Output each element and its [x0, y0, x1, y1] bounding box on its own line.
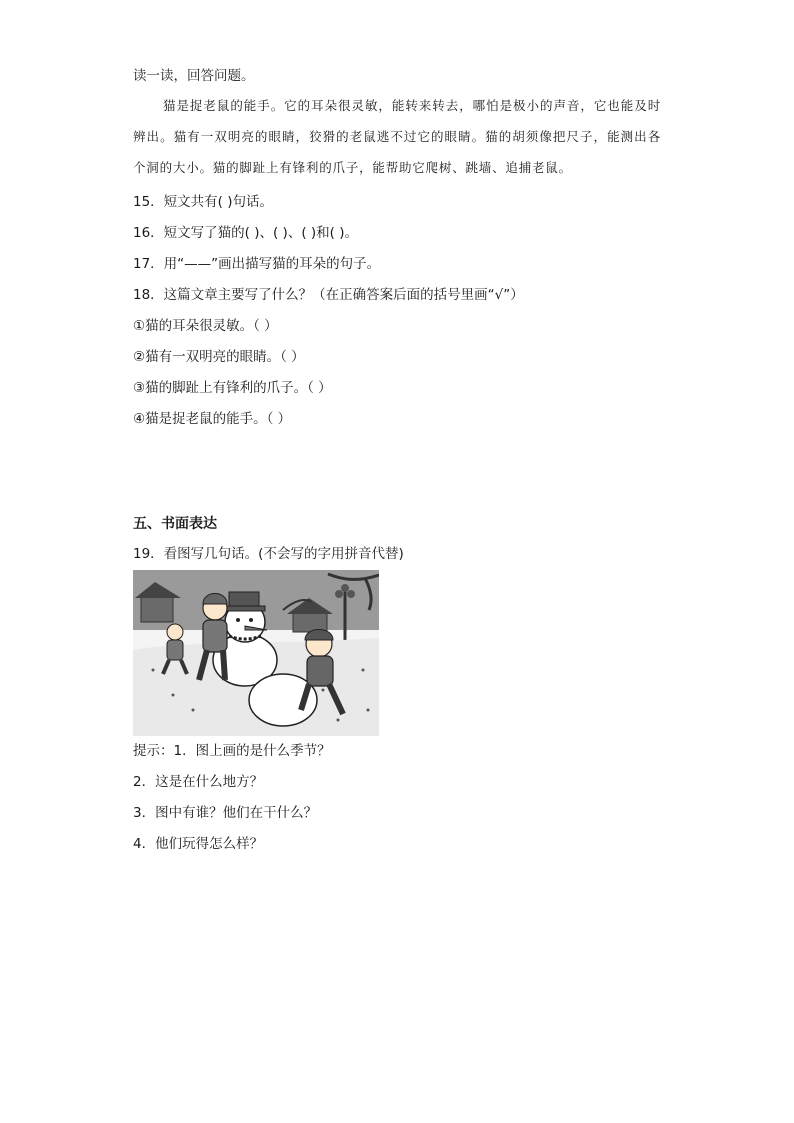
reading-instruction: 读一读，回答问题。 [133, 68, 255, 84]
option-3: ③猫的脚趾上有锋利的爪子。（ ） [133, 380, 332, 396]
passage-text: 猫是捉老鼠的能手。它的耳朵很灵敏，能转来转去，哪怕是极小的声音，它也能及时辨出。猫有一双明亮的眼睛，狡猾的老鼠逃不过它的眼睛。猫的胡须像把尺子，能测出各个洞的大小。猫的脚趾上有锋利的爪子，能帮助它爬树、跳墙、追捕老鼠。 [133, 98, 661, 175]
reading-passage [133, 90, 661, 183]
option-2: ②猫有一双明亮的眼睛。（ ） [133, 349, 305, 365]
option-4: ④猫是捉老鼠的能手。（ ） [133, 411, 292, 427]
snowman-illustration [133, 570, 379, 736]
hint-4: 4．他们玩得怎么样？ [133, 836, 264, 852]
hint-1: 提示：1．图上画的是什么季节？ [133, 743, 331, 759]
question-19: 19．看图写几句话。(不会写的字用拼音代替) [133, 546, 404, 562]
question-16: 16．短文写了猫的( )、( )、( )和( )。 [133, 225, 358, 241]
hint-2: 2．这是在什么地方？ [133, 774, 264, 790]
option-1: ①猫的耳朵很灵敏。（ ） [133, 318, 278, 334]
hint-3: 3．图中有谁？他们在干什么？ [133, 805, 318, 821]
question-15: 15．短文共有( )句话。 [133, 194, 274, 210]
question-17: 17．用“——”画出描写猫的耳朵的句子。 [133, 256, 381, 272]
question-18: 18．这篇文章主要写了什么？（在正确答案后面的括号里画“√”） [133, 287, 524, 303]
section-heading: 五、书面表达 [133, 516, 217, 532]
